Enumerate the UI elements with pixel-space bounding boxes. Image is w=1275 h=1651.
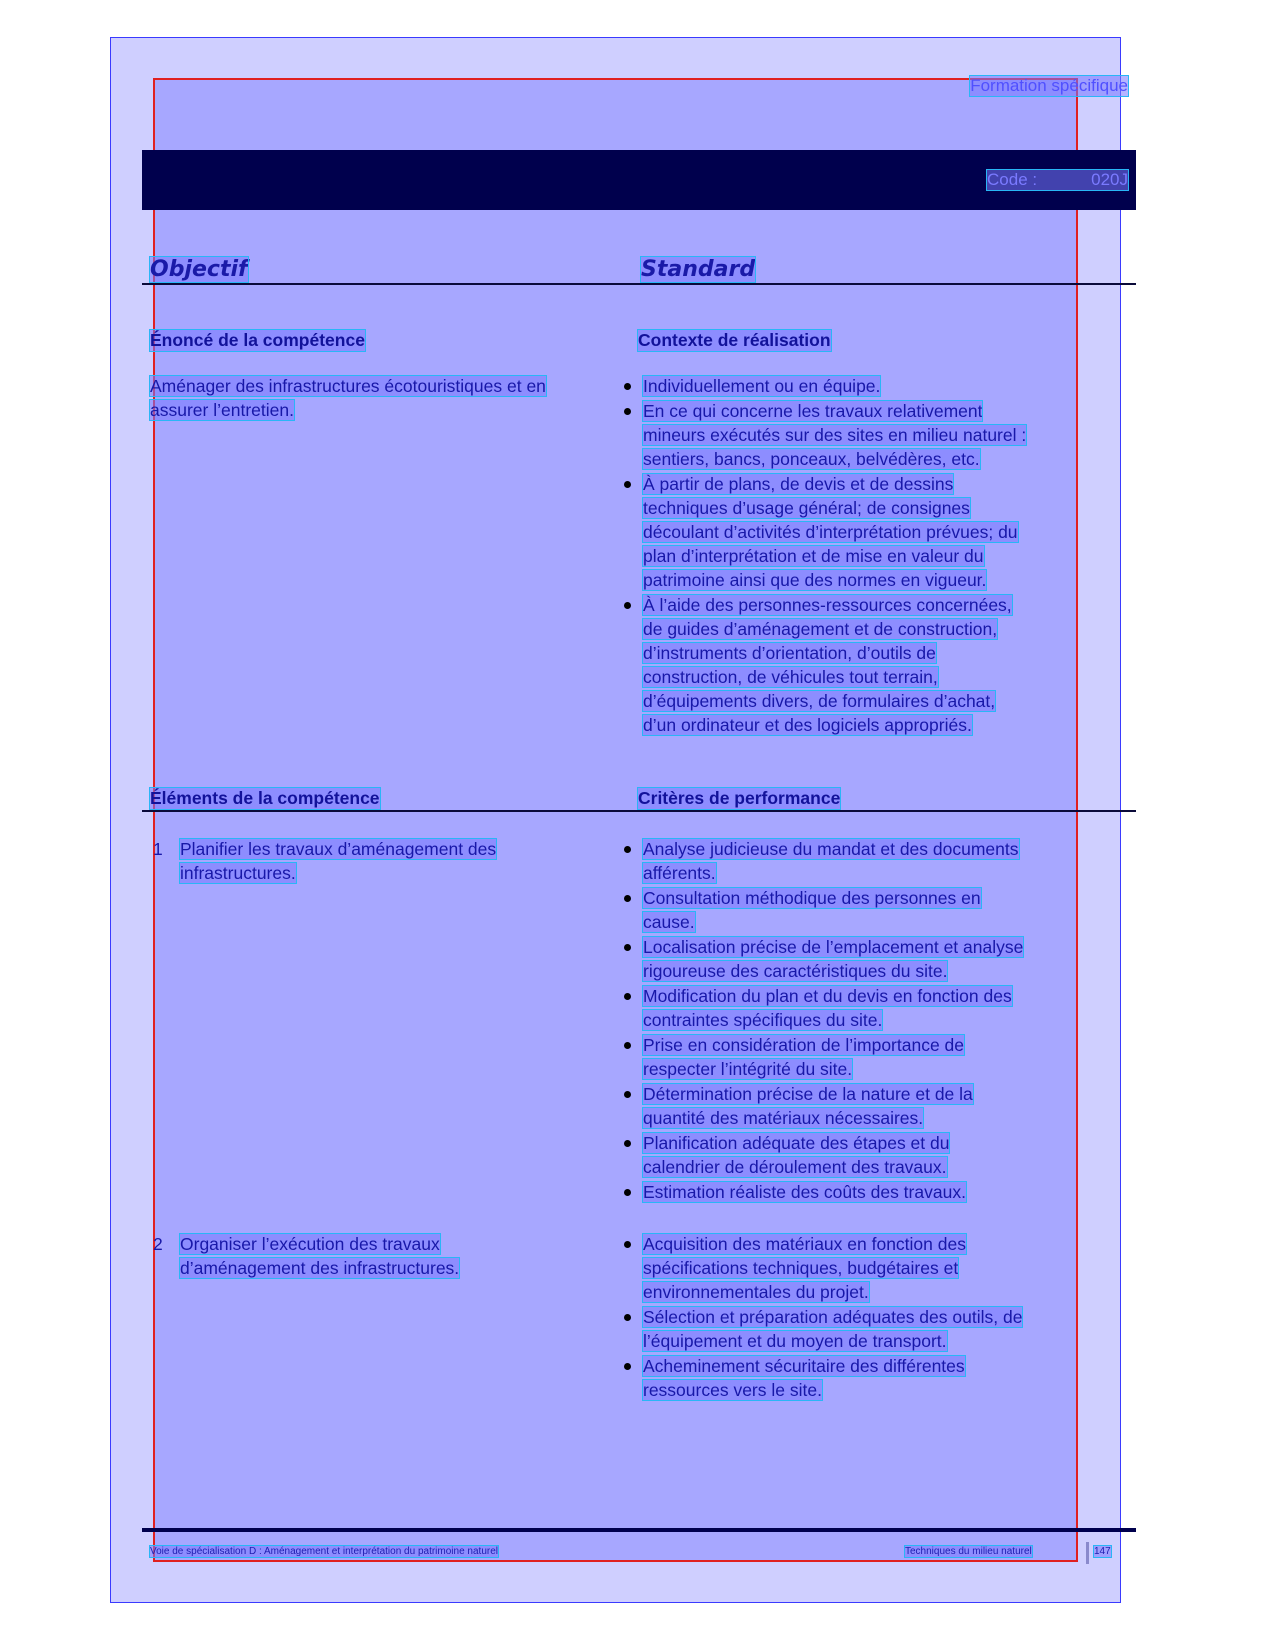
criteria-line: Sélection et préparation adéquates des outils, de [643,1307,1023,1327]
context-item [643,593,1123,737]
bullet-icon [624,895,631,902]
competence-element-2 [153,1232,653,1280]
criteria-item [643,1232,1123,1304]
page-number: 147 [1094,1546,1111,1557]
bullet-icon [624,408,631,415]
bullet-icon [624,944,631,951]
footer-right: Techniques du milieu naturel [905,1546,1032,1557]
criteria-line: Localisation précise de l’emplacement et analyse [643,937,1024,957]
competence-line: assurer l’entretien. [150,400,294,420]
element-line: Organiser l’exécution des travaux [180,1234,440,1254]
criteria-line: Détermination précise de la nature et de la [643,1084,973,1104]
context-line: À partir de plans, de devis et de dessins [643,474,954,494]
context-line: de guides d’aménagement et de construction, [643,619,998,639]
context-line: Individuellement ou en équipe. [643,376,881,396]
context-line: d’équipements divers, de formulaires d’achat, [643,691,996,711]
context-line: patrimoine ainsi que des normes en vigueur. [643,570,987,590]
context-list [643,374,1123,738]
criteria-line: ressources vers le site. [643,1380,822,1400]
bullet-icon [624,1241,631,1248]
criteria-item [643,1354,1123,1402]
bullet-icon [624,602,631,609]
criteria-line: afférents. [643,863,716,883]
code-value: 020J [1091,170,1128,189]
criteria-line: Acheminement sécuritaire des différentes [643,1356,965,1376]
element-number: 1 [153,839,163,859]
context-item [643,399,1123,471]
competence-statement [150,374,620,422]
code-label [987,170,1128,190]
bullet-icon [624,1091,631,1098]
bullet-icon [624,993,631,1000]
competence-heading: Énoncé de la compétence [150,330,365,350]
context-line: découlant d’activités d’interprétation prévues; du [643,522,1018,542]
context-item [643,472,1123,592]
bullet-icon [624,846,631,853]
criteria-heading: Critères de performance [638,788,841,808]
header-rule [142,283,1136,285]
section-rule [142,810,1136,812]
criteria-line: Estimation réaliste des coûts des travaux. [643,1182,966,1202]
element-number: 2 [153,1234,163,1254]
criteria-line: Modification du plan et du devis en fonction des [643,986,1012,1006]
criteria-item [643,984,1123,1032]
context-line: sentiers, bancs, ponceaux, belvédères, etc. [643,449,980,469]
context-line: d’un ordinateur et des logiciels appropriés. [643,715,972,735]
criteria-item [643,886,1123,934]
criteria-line: Analyse judicieuse du mandat et des documents [643,839,1019,859]
code-label-text: Code : [987,170,1038,189]
objectif-heading: Objectif [150,257,248,282]
context-line: En ce qui concerne les travaux relativement [643,401,983,421]
bullet-icon [624,1314,631,1321]
element-line: infrastructures. [180,863,296,883]
element-line: d’aménagement des infrastructures. [180,1258,460,1278]
context-line: construction, de véhicules tout terrain, [643,667,938,687]
criteria-line: spécifications techniques, budgétaires et [643,1258,959,1278]
context-line: techniques d’usage général; de consignes [643,498,970,518]
criteria-item [643,935,1123,983]
bullet-icon [624,1189,631,1196]
bullet-icon [624,1042,631,1049]
bullet-icon [624,1363,631,1370]
criteria-item [643,1180,1123,1204]
footer-rule [142,1528,1136,1532]
criteria-line: Acquisition des matériaux en fonction des [643,1234,966,1254]
header-top-label: Formation spécifique [970,76,1128,95]
criteria-item [643,837,1123,885]
criteria-line: respecter l’intégrité du site. [643,1059,853,1079]
criteria-line: Planification adéquate des étapes et du [643,1133,950,1153]
bullet-icon [624,1140,631,1147]
bullet-icon [624,481,631,488]
competence-line: Aménager des infrastructures écotouristiques et en [150,376,546,396]
context-line: plan d’interprétation et de mise en valeur du [643,546,984,566]
context-line: d’instruments d’orientation, d’outils de [643,643,936,663]
context-line: mineurs exécutés sur des sites en milieu naturel : [643,425,1027,445]
page-mark [1086,1542,1089,1564]
criteria-line: rigoureuse des caractéristiques du site. [643,961,948,981]
context-item [643,374,1123,398]
criteria-list-2 [643,1232,1123,1403]
criteria-item [643,1082,1123,1130]
criteria-item [643,1305,1123,1353]
criteria-line: cause. [643,912,695,932]
elements-heading: Éléments de la compétence [150,788,380,808]
criteria-list-1 [643,837,1123,1205]
criteria-item [643,1131,1123,1179]
context-heading: Contexte de réalisation [638,330,831,350]
context-line: À l’aide des personnes-ressources concernées, [643,595,1012,615]
criteria-line: quantité des matériaux nécessaires. [643,1108,924,1128]
criteria-line: calendrier de déroulement des travaux. [643,1157,947,1177]
element-line: Planifier les travaux d’aménagement des [180,839,497,859]
footer-left: Voie de spécialisation D : Aménagement et interprétation du patrimoine naturel [150,1546,498,1557]
criteria-line: l’équipement et du moyen de transport. [643,1331,947,1351]
competence-element-1 [153,837,653,885]
criteria-line: Prise en considération de l’importance de [643,1035,965,1055]
bullet-icon [624,383,631,390]
criteria-line: Consultation méthodique des personnes en [643,888,981,908]
criteria-line: contraintes spécifiques du site. [643,1010,883,1030]
criteria-line: environnementales du projet. [643,1282,869,1302]
standard-heading: Standard [641,257,756,282]
criteria-item [643,1033,1123,1081]
